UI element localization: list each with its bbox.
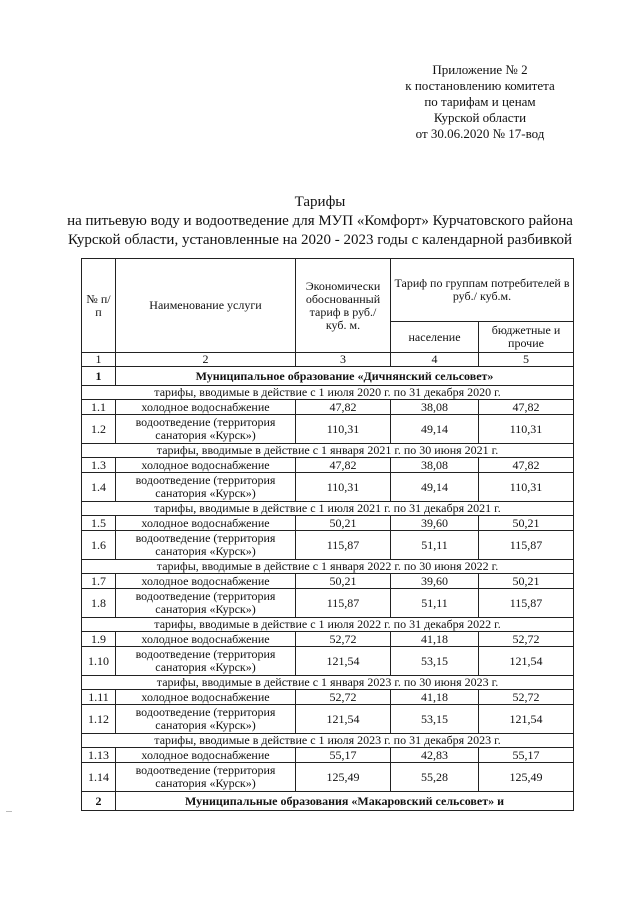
row-population-tariff: 55,28 [391,763,479,792]
period-label: тарифы, вводимые в действие с 1 июля 2023 г. по 31 декабря 2023 г. [82,734,574,748]
row-budget-tariff: 50,21 [479,516,574,531]
row-service-name: холодное водоснабжение [116,690,296,705]
row-economic-tariff: 52,72 [296,690,391,705]
row-economic-tariff: 52,72 [296,632,391,647]
table-row [82,458,574,473]
row-population-tariff: 39,60 [391,574,479,589]
row-economic-tariff: 47,82 [296,400,391,415]
row-population-tariff: 53,15 [391,647,479,676]
header-groups: Тариф по группам потребителей в руб./ куб.м. [391,259,574,322]
row-num: 1.12 [82,705,116,734]
period-row [82,676,574,690]
column-numbers-row [82,353,574,367]
appendix-line: Курской области [433,110,527,125]
row-economic-tariff: 50,21 [296,574,391,589]
section-name: Муниципальные образования «Макаровский сельсовет» и [116,792,574,811]
row-service-name: водоотведение (территория санатория «Курск») [116,415,296,444]
row-population-tariff: 39,60 [391,516,479,531]
header-service: Наименование услуги [116,259,296,353]
table-row [82,531,574,560]
table-row [82,647,574,676]
table-row [82,632,574,647]
row-num: 1.2 [82,415,116,444]
row-service-name: холодное водоснабжение [116,458,296,473]
section-num: 1 [82,367,116,386]
row-population-tariff: 51,11 [391,589,479,618]
row-population-tariff: 38,08 [391,458,479,473]
table-row [82,690,574,705]
period-row [82,734,574,748]
row-num: 1.8 [82,589,116,618]
row-economic-tariff: 115,87 [296,589,391,618]
table-row [82,763,574,792]
row-budget-tariff: 125,49 [479,763,574,792]
row-budget-tariff: 50,21 [479,574,574,589]
period-label: тарифы, вводимые в действие с 1 июля 2020 г. по 31 декабря 2020 г. [82,386,574,400]
row-service-name: холодное водоснабжение [116,516,296,531]
row-population-tariff: 38,08 [391,400,479,415]
row-budget-tariff: 52,72 [479,632,574,647]
section-row [82,367,574,386]
table-row [82,705,574,734]
header-budget: бюджетные и прочие [479,322,574,353]
row-num: 1.4 [82,473,116,502]
header-population: население [391,322,479,353]
title-line: Тарифы [294,194,346,210]
row-service-name: холодное водоснабжение [116,632,296,647]
row-service-name: холодное водоснабжение [116,400,296,415]
table-row [82,473,574,502]
row-num: 1.13 [82,748,116,763]
row-economic-tariff: 47,82 [296,458,391,473]
row-budget-tariff: 110,31 [479,473,574,502]
row-num: 1.10 [82,647,116,676]
appendix-line: Приложение № 2 [432,62,528,77]
column-number: 4 [391,353,479,367]
row-economic-tariff: 110,31 [296,473,391,502]
row-budget-tariff: 52,72 [479,690,574,705]
column-number: 3 [296,353,391,367]
period-label: тарифы, вводимые в действие с 1 июля 2022 г. по 31 декабря 2022 г. [82,618,574,632]
document-title [0,193,640,250]
row-num: 1.14 [82,763,116,792]
appendix-line: от 30.06.2020 № 17-вод [415,126,545,141]
row-population-tariff: 49,14 [391,415,479,444]
period-row [82,502,574,516]
row-economic-tariff: 55,17 [296,748,391,763]
row-population-tariff: 51,11 [391,531,479,560]
period-row [82,386,574,400]
table-row [82,748,574,763]
row-budget-tariff: 115,87 [479,531,574,560]
row-budget-tariff: 115,87 [479,589,574,618]
column-number: 1 [82,353,116,367]
row-service-name: водоотведение (территория санатория «Курск») [116,763,296,792]
row-budget-tariff: 55,17 [479,748,574,763]
header-num: № п/п [82,259,116,353]
title-line: Курской области, установленные на 2020 - 2023 годы с календарной разбивкой [67,232,573,248]
column-number: 2 [116,353,296,367]
row-num: 1.1 [82,400,116,415]
header-economic: Экономически обоснованный тариф в руб./ куб. м. [296,259,391,353]
table-row [82,516,574,531]
margin-mark [6,811,12,812]
row-num: 1.5 [82,516,116,531]
period-label: тарифы, вводимые в действие с 1 января 2022 г. по 30 июня 2022 г. [82,560,574,574]
period-label: тарифы, вводимые в действие с 1 января 2023 г. по 30 июня 2023 г. [82,676,574,690]
period-label: тарифы, вводимые в действие с 1 января 2021 г. по 30 июня 2021 г. [82,444,574,458]
row-economic-tariff: 121,54 [296,705,391,734]
row-economic-tariff: 125,49 [296,763,391,792]
row-service-name: водоотведение (территория санатория «Курск») [116,589,296,618]
row-service-name: холодное водоснабжение [116,748,296,763]
row-population-tariff: 53,15 [391,705,479,734]
row-budget-tariff: 121,54 [479,705,574,734]
column-number: 5 [479,353,574,367]
row-population-tariff: 41,18 [391,632,479,647]
period-label: тарифы, вводимые в действие с 1 июля 2021 г. по 31 декабря 2021 г. [82,502,574,516]
table-row [82,415,574,444]
row-budget-tariff: 110,31 [479,415,574,444]
section-name: Муниципальное образование «Дичнянский сельсовет» [116,367,574,386]
row-budget-tariff: 47,82 [479,400,574,415]
row-economic-tariff: 110,31 [296,415,391,444]
table-row [82,589,574,618]
row-economic-tariff: 50,21 [296,516,391,531]
row-service-name: холодное водоснабжение [116,574,296,589]
appendix-line: по тарифам и ценам [424,94,536,109]
row-num: 1.7 [82,574,116,589]
row-num: 1.11 [82,690,116,705]
row-population-tariff: 49,14 [391,473,479,502]
appendix-block [360,62,600,142]
table-row [82,400,574,415]
period-row [82,444,574,458]
section-row [82,792,574,811]
row-economic-tariff: 121,54 [296,647,391,676]
row-service-name: водоотведение (территория санатория «Курск») [116,705,296,734]
period-row [82,618,574,632]
row-budget-tariff: 121,54 [479,647,574,676]
row-economic-tariff: 115,87 [296,531,391,560]
appendix-line: к постановлению комитета [405,78,555,93]
title-line: на питьевую воду и водоотведение для МУП «Комфорт» Курчатовского района [67,213,573,229]
table-header-row [82,259,574,322]
row-budget-tariff: 47,82 [479,458,574,473]
row-num: 1.6 [82,531,116,560]
row-service-name: водоотведение (территория санатория «Курск») [116,531,296,560]
row-num: 1.9 [82,632,116,647]
row-population-tariff: 42,83 [391,748,479,763]
row-population-tariff: 41,18 [391,690,479,705]
tariff-table [81,258,574,811]
row-num: 1.3 [82,458,116,473]
period-row [82,560,574,574]
row-service-name: водоотведение (территория санатория «Курск») [116,647,296,676]
row-service-name: водоотведение (территория санатория «Курск») [116,473,296,502]
table-row [82,574,574,589]
section-num: 2 [82,792,116,811]
